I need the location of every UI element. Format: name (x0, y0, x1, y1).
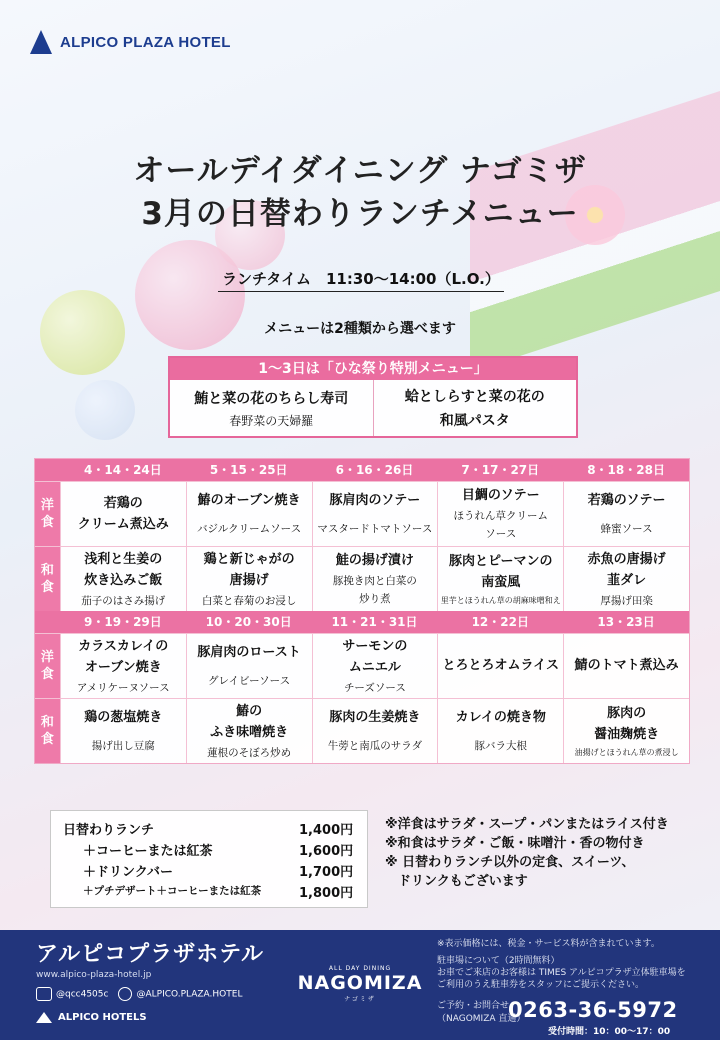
price-label: 日替わりランチ (63, 823, 155, 838)
date-header: 10・20・30日 (205, 615, 292, 629)
date-header: 12・22日 (471, 615, 529, 629)
menu-cell: 豚肉の 醤油麹焼き 油揚げとほうれん草の煮浸し (563, 699, 689, 763)
menu-cell: 赤魚の唐揚げ 韮ダレ 厚揚げ田楽 (563, 547, 689, 611)
hotel-name-jp: アルピコプラザホテル (36, 942, 265, 967)
menu-cell: 鶏の葱塩焼き 揚げ出し豆腐 (60, 699, 186, 763)
choose-note: メニューは2種類から選べます (264, 321, 456, 337)
date-header: 8・18・28日 (587, 463, 665, 477)
menu-cell: 若鶏の クリーム煮込み (60, 482, 186, 546)
parking-text: ご利用のうえ駐車券をスタッフにご提示ください。 (437, 980, 645, 990)
decor-sweet-blue (75, 380, 135, 440)
date-header: 9・19・29日 (84, 615, 162, 629)
contact-label: ご予約・お問合せ (437, 1001, 510, 1011)
hina-right-main2: 和風パスタ (439, 413, 510, 429)
instagram-link[interactable]: @ALPICO.PLAZA.HOTEL (118, 987, 242, 1001)
hina-left-sub: 春野菜の天婦羅 (229, 413, 314, 428)
menu-cell: 浅利と生姜の 炊き込みご飯 茄子のはさみ揚げ (60, 547, 186, 611)
menu-cell: 豚肩肉のロースト グレイビーソース (186, 634, 312, 698)
date-header: 7・17・27日 (461, 463, 540, 477)
contact-label: （NAGOMIZA 直通） (437, 1014, 526, 1024)
mountain-logo-icon (30, 30, 52, 54)
menu-cell: 鮭の揚げ漬け 豚挽き肉と白菜の 炒り煮 (312, 547, 438, 611)
date-header: 6・16・26日 (335, 463, 414, 477)
date-header-row (35, 611, 689, 633)
hina-right (373, 380, 577, 436)
hina-special-box (168, 356, 578, 438)
date-header: 5・15・25日 (209, 463, 288, 477)
brand-name: ALPICO PLAZA HOTEL (60, 33, 231, 51)
footer (0, 930, 720, 1040)
website-link[interactable]: www.alpico-plaza-hotel.jp (36, 970, 152, 980)
table-row-western (35, 633, 689, 698)
date-header: 4・14・24日 (84, 463, 162, 477)
page-title-line1: オールデイダイニング ナゴミザ (133, 153, 587, 189)
nagomiza-logo: ALL DAY DINING NAGOMIZA ナゴミザ (297, 965, 423, 1003)
menu-cell: 鯖のトマト煮込み (563, 634, 689, 698)
price-value: 1,600円 (299, 844, 354, 859)
lunch-time: ランチタイム 11:30〜14:00（L.O.） (218, 268, 504, 292)
menu-cell: 鶏と新じゃがの 唐揚げ 白菜と春菊のお浸し (186, 547, 312, 611)
notes: ※洋食はサラダ・スープ・パンまたはライス付き ※和食はサラダ・ご飯・味噌汁・香の物付き ※ 日替わりランチ以外の定食、スイーツ、 ドリンクもございます (385, 817, 669, 889)
price-label: ＋ドリンクバー (83, 865, 173, 880)
phone-number[interactable]: 0263-36-5972 (508, 998, 678, 1022)
menu-cell: とろとろオムライス (437, 634, 563, 698)
menu-cell: 鰆の ふき味噌焼き 蓮根のそぼろ炒め (186, 699, 312, 763)
hina-right-main: 蛤としらすと菜の花の (404, 389, 545, 405)
menu-cell: 豚肉の生姜焼き 牛蒡と南瓜のサラダ (312, 699, 438, 763)
parking-title: 駐車場について（2時間無料） (437, 956, 560, 966)
price-value: 1,400円 (299, 823, 354, 838)
label-japanese: 和 食 (35, 547, 60, 611)
price-value: 1,700円 (299, 865, 354, 880)
business-hours: 受付時間：10：00〜17：00 (548, 1027, 671, 1037)
sns-links (36, 987, 242, 1001)
menu-cell: 豚肉とピーマンの 南蛮風 里芋とほうれん草の胡麻味噌和え (437, 547, 563, 611)
menu-cell: カレイの焼き物 豚バラ大根 (437, 699, 563, 763)
page-title-line2: 3月の日替わりランチメニュー (141, 196, 579, 232)
hina-left (170, 380, 373, 436)
table-row-western (35, 481, 689, 546)
date-header-row (35, 459, 689, 481)
hina-heading: 1〜3日は「ひな祭り特別メニュー」 (170, 358, 576, 380)
date-header: 13・23日 (597, 615, 655, 629)
line-icon (36, 987, 52, 1001)
menu-cell: カラスカレイの オーブン焼き アメリケーヌソース (60, 634, 186, 698)
date-header: 11・21・31日 (331, 615, 418, 629)
parking-text: お車でご来店のお客様は TIMES アルピコプラザ立体駐車場を (437, 968, 686, 978)
instagram-icon (118, 987, 132, 1001)
table-row-japanese (35, 698, 689, 763)
label-japanese: 和 食 (35, 699, 60, 763)
menu-cell: 豚肩肉のソテー マスタードトマトソース (312, 482, 438, 546)
mountain-icon (36, 1012, 52, 1023)
group-logo: ALPICO HOTELS (36, 1012, 147, 1023)
price-list (50, 810, 368, 908)
menu-cell: 若鶏のソテー 蜂蜜ソース (563, 482, 689, 546)
label-western: 洋 食 (35, 634, 60, 698)
hina-left-main: 鮪と菜の花のちらし寿司 (194, 390, 349, 407)
price-label: ＋コーヒーまたは紅茶 (83, 844, 213, 859)
menu-cell: 鰆のオーブン焼き バジルクリームソース (186, 482, 312, 546)
label-western: 洋 食 (35, 482, 60, 546)
table-row-japanese (35, 546, 689, 611)
price-value: 1,800円 (299, 886, 354, 901)
price-label: ＋プチデザート＋コーヒーまたは紅茶 (83, 885, 262, 897)
menu-table (34, 458, 690, 764)
line-link[interactable]: @qcc4505c (36, 987, 108, 1001)
menu-cell: 目鯛のソテー ほうれん草クリーム ソース (437, 482, 563, 546)
menu-cell: サーモンの ムニエル チーズソース (312, 634, 438, 698)
tax-note: ※表示価格には、税金・サービス料が含まれています。 (437, 939, 660, 949)
hotel-logo[interactable] (30, 30, 231, 54)
